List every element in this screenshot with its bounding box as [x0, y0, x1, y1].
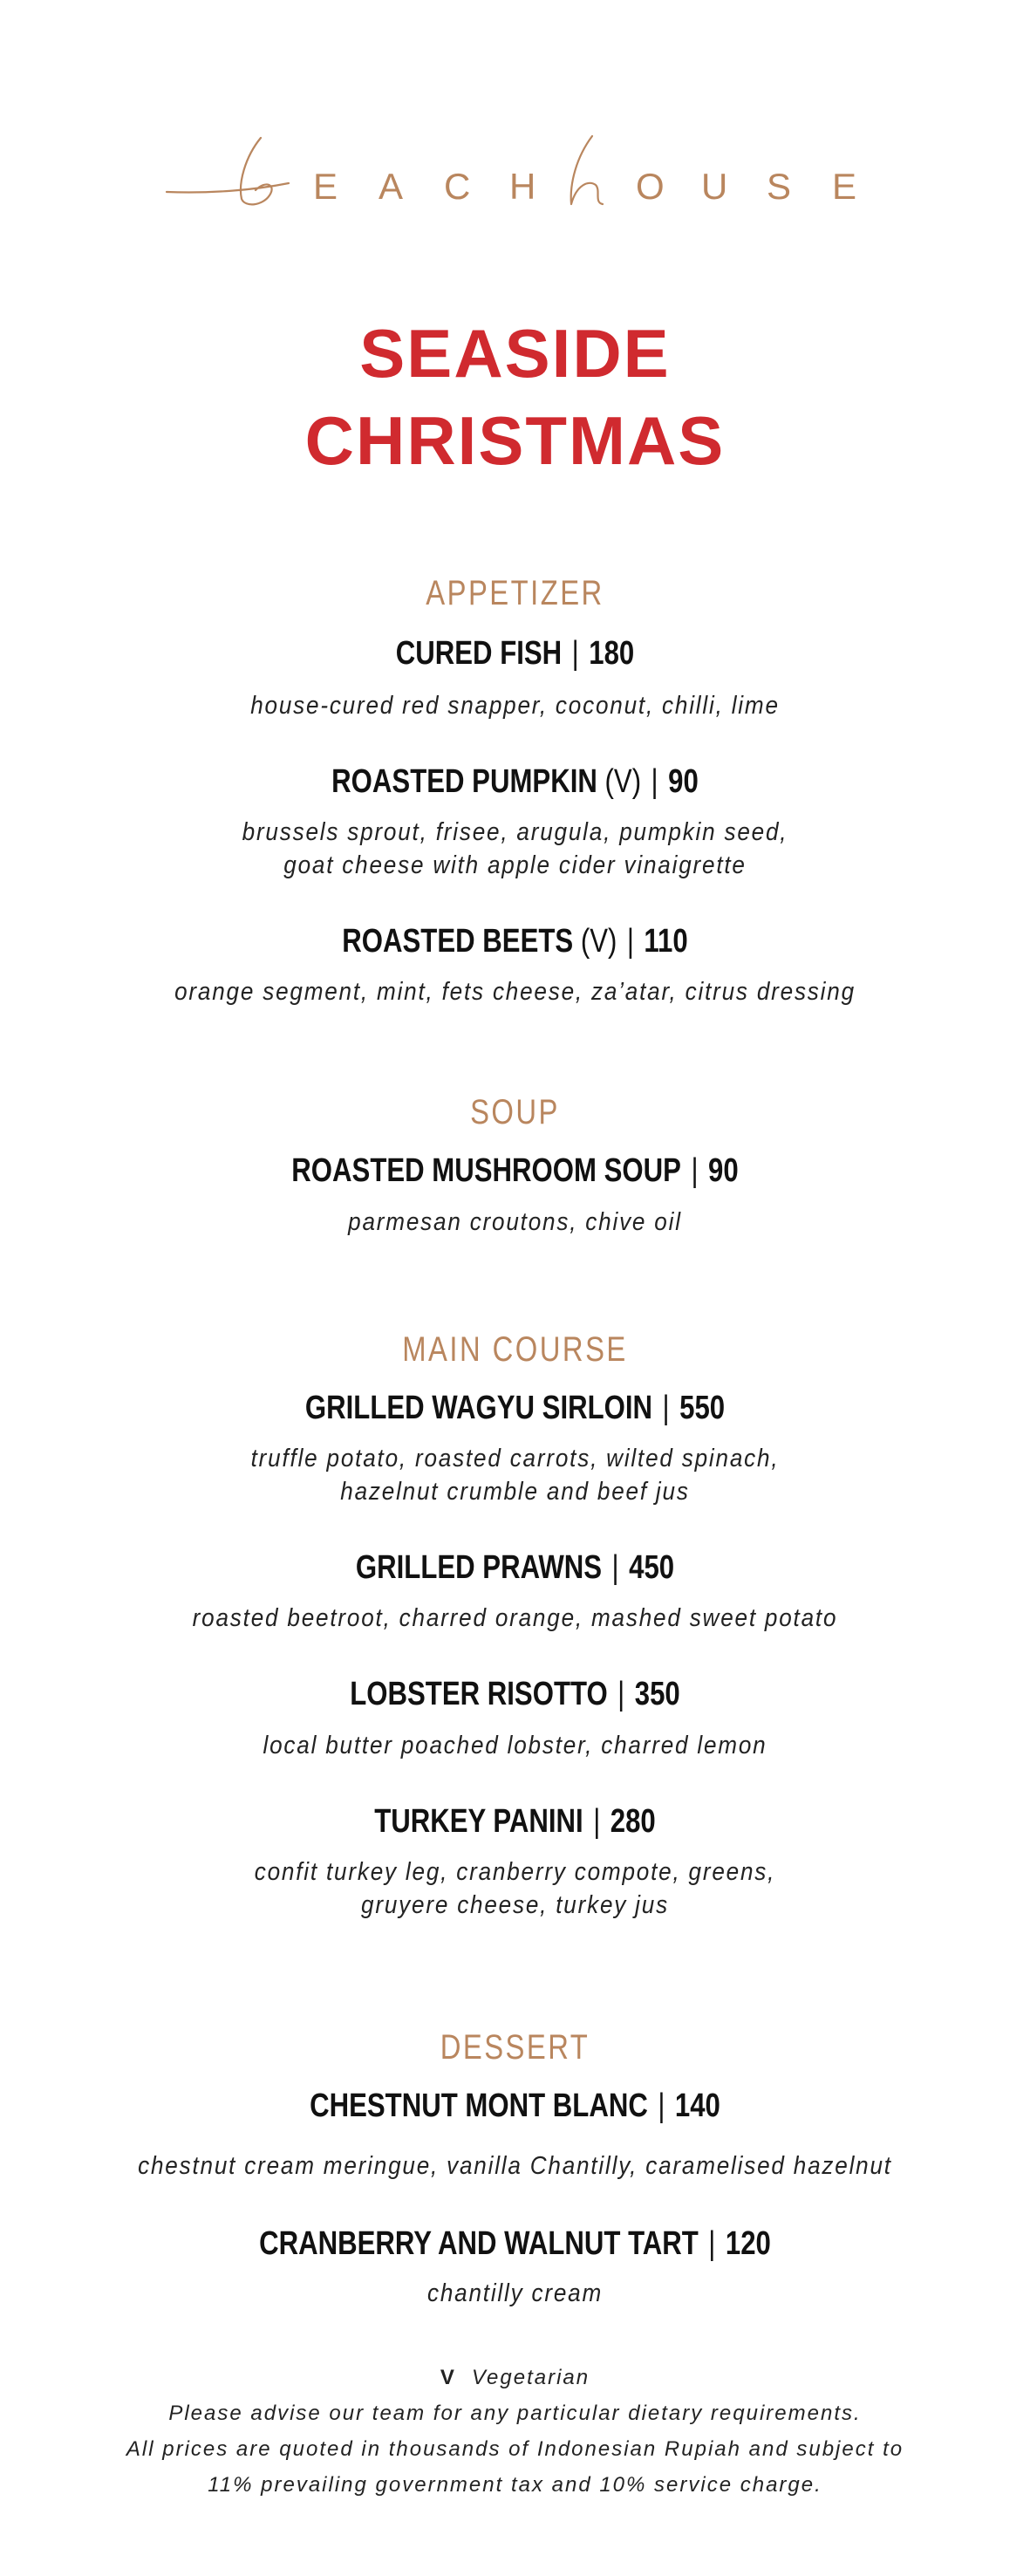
item-price: 140 [674, 2087, 720, 2124]
item-name: CURED FISH [395, 635, 563, 672]
menu-item-grilled-wagyu-sirloin: GRILLED WAGYU SIRLOIN | 550 [304, 1390, 726, 1426]
item-description: truffle potato, roasted carrots, wilted spinach, hazelnut crumble and beef jus [250, 1445, 780, 1506]
item-name: TURKEY PANINI [374, 1803, 583, 1840]
menu-item-cranberry-walnut-tart: CRANBERRY AND WALNUT TART | 120 [259, 2225, 771, 2262]
vegetarian-tag: (V) [580, 923, 617, 960]
item-price: 90 [668, 763, 699, 800]
vegetarian-legend [0, 2360, 1030, 2395]
menu-item-roasted-beets: ROASTED BEETS (V) | 110 [342, 923, 688, 960]
item-description: parmesan croutons, chive oil [348, 1208, 682, 1236]
footer-line-2: All prices are quoted in thousands of Indonesian Rupiah and subject to [126, 2437, 904, 2461]
item-description: roasted beetroot, charred orange, mashed sweet potato [192, 1604, 838, 1632]
svg-text:H: H [508, 166, 535, 207]
item-price: 350 [634, 1676, 680, 1712]
item-price: 110 [644, 923, 688, 960]
footer-notes [0, 2360, 1030, 2503]
item-description: confit turkey leg, cranberry compote, greens, gruyere cheese, turkey jus [254, 1858, 776, 1919]
menu-item-turkey-panini: TURKEY PANINI | 280 [374, 1803, 656, 1840]
menu-item-grilled-prawns: GRILLED PRAWNS | 450 [355, 1549, 675, 1586]
title-line-1: SEASIDE [359, 315, 671, 392]
svg-text:E: E [312, 166, 338, 207]
title-line-2: CHRISTMAS [304, 402, 726, 479]
item-description: house-cured red snapper, coconut, chilli, lime [250, 692, 780, 720]
item-description: chestnut cream meringue, vanilla Chantilly, caramelised hazelnut [138, 2152, 892, 2180]
item-name: LOBSTER RISOTTO [350, 1676, 608, 1712]
beach-house-logo [0, 122, 1030, 218]
item-price: 280 [610, 1803, 656, 1840]
item-description: brussels sprout, frisee, arugula, pumpkin seed, goat cheese with apple cider vinaigrette [242, 818, 788, 879]
item-name: CHESTNUT MONT BLANC [310, 2087, 648, 2124]
item-name: ROASTED BEETS [342, 923, 574, 960]
item-description: chantilly cream [426, 2279, 604, 2307]
section-heading-soup: SOUP [470, 1093, 560, 1131]
menu-title [0, 310, 1030, 484]
svg-text:A: A [378, 166, 403, 207]
item-name: ROASTED PUMPKIN [331, 763, 597, 800]
item-price: 90 [708, 1152, 739, 1189]
section-heading-main-course: MAIN COURSE [402, 1330, 628, 1369]
item-price: 180 [589, 635, 635, 672]
menu-item-lobster-risotto: LOBSTER RISOTTO | 350 [350, 1676, 680, 1712]
footer-line-3: 11% prevailing government tax and 10% service charge. [208, 2473, 822, 2497]
item-description: orange segment, mint, fets cheese, za’atar, citrus dressing [174, 978, 856, 1006]
item-name: ROASTED MUSHROOM SOUP [291, 1152, 681, 1189]
svg-text:U: U [700, 166, 727, 207]
footer-line-1: Please advise our team for any particular dietary requirements. [168, 2402, 862, 2425]
vegetarian-symbol: V [440, 2366, 456, 2389]
item-name: CRANBERRY AND WALNUT TART [259, 2225, 699, 2262]
item-price: 120 [725, 2225, 771, 2262]
section-heading-dessert: DESSERT [440, 2028, 590, 2067]
menu-item-roasted-mushroom-soup: ROASTED MUSHROOM SOUP | 90 [291, 1152, 739, 1189]
svg-text:C: C [443, 166, 470, 207]
item-name: GRILLED PRAWNS [355, 1549, 603, 1586]
item-description: local butter poached lobster, charred lemon [263, 1732, 767, 1759]
svg-text:O: O [635, 166, 665, 207]
vegetarian-label: Vegetarian [471, 2366, 590, 2389]
item-name: GRILLED WAGYU SIRLOIN [304, 1390, 653, 1426]
item-price: 550 [679, 1390, 726, 1426]
svg-text:E: E [831, 166, 856, 207]
item-price: 450 [629, 1549, 675, 1586]
menu-item-cured-fish: CURED FISH | 180 [395, 635, 635, 672]
svg-text:S: S [766, 166, 791, 207]
vegetarian-tag: (V) [604, 763, 642, 800]
section-heading-appetizer: APPETIZER [426, 574, 604, 612]
menu-item-chestnut-mont-blanc: CHESTNUT MONT BLANC | 140 [310, 2087, 720, 2124]
menu-item-roasted-pumpkin: ROASTED PUMPKIN (V) | 90 [331, 763, 699, 800]
